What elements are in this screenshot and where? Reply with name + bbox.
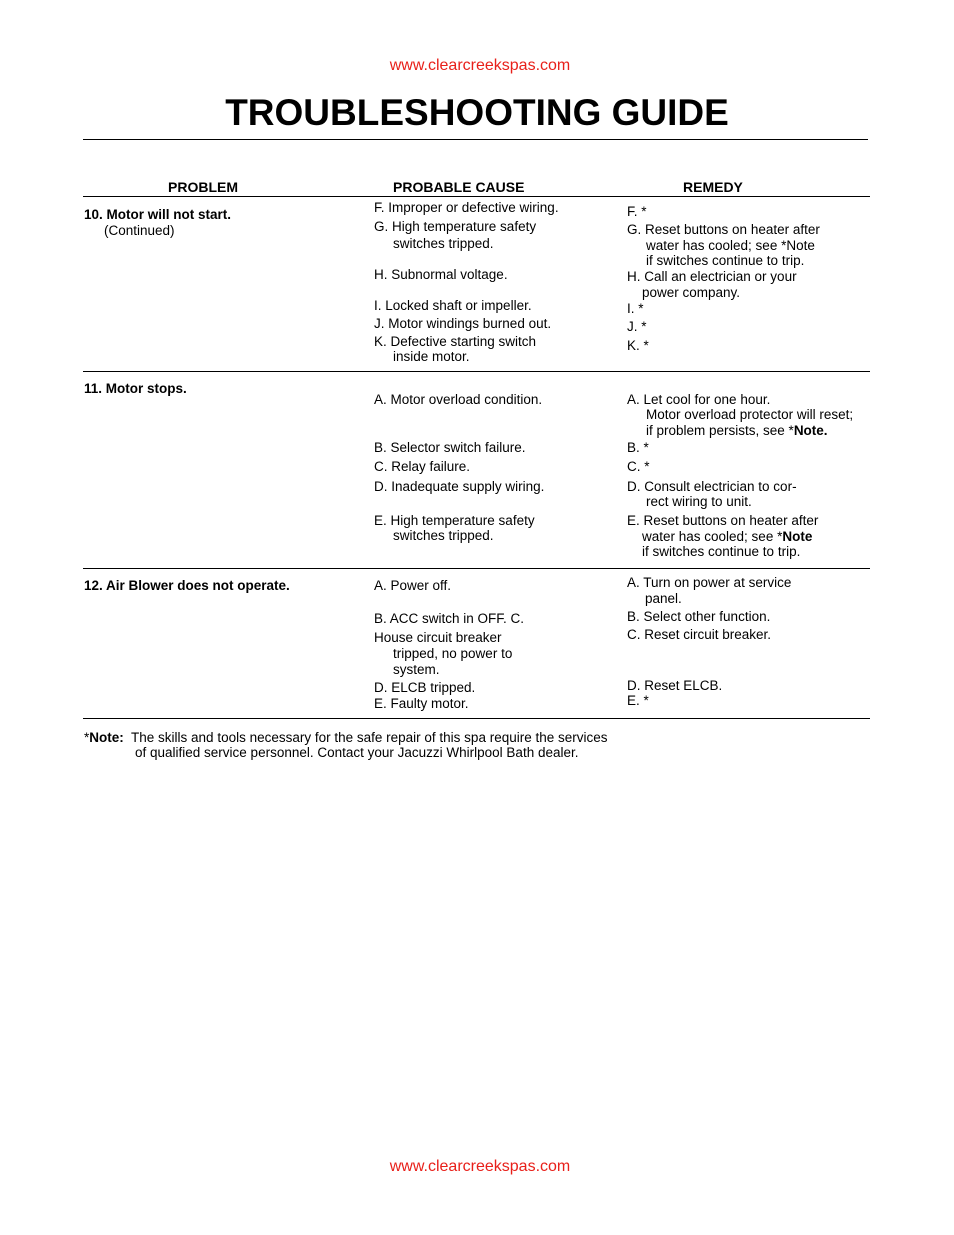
remedy-10-j: J. * — [627, 319, 647, 334]
problem-12: 12. Air Blower does not operate. — [84, 578, 290, 593]
header-probable-cause: PROBABLE CAUSE — [393, 179, 525, 195]
cause-11-e-cont: switches tripped. — [393, 528, 494, 543]
remedy-10-g-cont1: water has cooled; see *Note — [646, 238, 815, 253]
cause-11-d: D. Inadequate supply wiring. — [374, 479, 545, 494]
title-divider — [83, 139, 868, 140]
remedy-11-c: C. * — [627, 459, 650, 474]
remedy-11-e-note-ref: Note — [782, 529, 813, 544]
cause-11-c: C. Relay failure. — [374, 459, 471, 474]
footnote-star: * — [84, 730, 90, 745]
section-11-divider — [83, 568, 870, 569]
problem-10-continued: (Continued) — [104, 223, 175, 238]
section-10-divider — [83, 371, 870, 372]
cause-10-k: K. Defective starting switch — [374, 334, 537, 349]
site-url-top[interactable]: www.clearcreekspas.com — [389, 57, 571, 74]
remedy-10-g-cont2: if switches continue to trip. — [646, 253, 805, 268]
footnote-text-1: The skills and tools necessary for the safe repair of this spa require the services — [131, 730, 608, 745]
remedy-10-f: F. * — [627, 204, 647, 219]
section-12-divider — [83, 718, 870, 719]
problem-10: 10. Motor will not start. — [84, 207, 232, 222]
remedy-11-b: B. * — [627, 440, 649, 455]
site-url-bottom[interactable]: www.clearcreekspas.com — [389, 1158, 571, 1175]
remedy-11-a-cont2-text: if problem persists, see * — [646, 423, 794, 438]
remedy-11-d-cont: rect wiring to unit. — [646, 494, 752, 509]
cause-12-c-cont2: system. — [393, 662, 440, 677]
remedy-11-a-note-ref: Note. — [793, 423, 828, 438]
cause-12-a: A. Power off. — [374, 578, 452, 593]
remedy-10-g: G. Reset buttons on heater after — [627, 222, 820, 237]
footnote-line-2: of qualified service personnel. Contact your Jacuzzi Whirlpool Bath dealer. — [135, 745, 579, 760]
footnote-label: Note: — [89, 730, 124, 745]
cause-11-a: A. Motor overload condition. — [374, 392, 543, 407]
remedy-11-e: E. Reset buttons on heater after — [627, 513, 819, 528]
header-problem: PROBLEM — [168, 179, 238, 195]
cause-10-f: F. Improper or defective wiring. — [374, 200, 559, 215]
remedy-12-a-cont: panel. — [645, 591, 682, 606]
remedy-11-a: A. Let cool for one hour. — [627, 392, 771, 407]
cause-12-d: D. ELCB tripped. — [374, 680, 476, 695]
remedy-12-e: E. * — [627, 693, 649, 708]
remedy-11-e-cont1-text: water has cooled; see * — [642, 529, 783, 544]
remedy-12-d: D. Reset ELCB. — [627, 678, 723, 693]
cause-12-c: House circuit breaker — [374, 630, 502, 645]
cause-12-b: B. ACC switch in OFF. C. — [374, 611, 525, 626]
cause-12-c-cont1: tripped, no power to — [393, 646, 513, 661]
cause-11-b: B. Selector switch failure. — [374, 440, 526, 455]
remedy-12-c: C. Reset circuit breaker. — [627, 627, 772, 642]
remedy-10-h-cont: power company. — [642, 285, 741, 300]
remedy-11-d: D. Consult electrician to cor- — [627, 479, 797, 494]
problem-11: 11. Motor stops. — [84, 381, 187, 396]
cause-11-e: E. High temperature safety — [374, 513, 535, 528]
cause-10-g-cont: switches tripped. — [393, 236, 494, 251]
footnote-line-1 — [84, 730, 608, 745]
remedy-10-i: I. * — [627, 301, 644, 316]
header-divider — [83, 196, 870, 197]
remedy-12-a: A. Turn on power at service — [627, 575, 792, 590]
remedy-11-a-cont1: Motor overload protector will reset; — [646, 407, 854, 422]
cause-10-j: J. Motor windings burned out. — [374, 316, 552, 331]
remedy-11-a-cont2 — [627, 423, 828, 439]
remedy-11-e-cont1 — [642, 529, 812, 545]
remedy-12-b: B. Select other function. — [627, 609, 771, 624]
cause-10-g: G. High temperature safety — [374, 219, 537, 234]
remedy-10-k: K. * — [627, 338, 649, 353]
page-title: TROUBLESHOOTING GUIDE — [225, 92, 729, 133]
remedy-11-e-cont2: if switches continue to trip. — [642, 544, 801, 559]
remedy-10-h: H. Call an electrician or your — [627, 269, 797, 284]
cause-10-i: I. Locked shaft or impeller. — [374, 298, 532, 313]
cause-10-k-cont: inside motor. — [393, 349, 470, 364]
header-remedy: REMEDY — [683, 179, 743, 195]
cause-10-h: H. Subnormal voltage. — [374, 267, 508, 282]
cause-12-e: E. Faulty motor. — [374, 696, 469, 711]
